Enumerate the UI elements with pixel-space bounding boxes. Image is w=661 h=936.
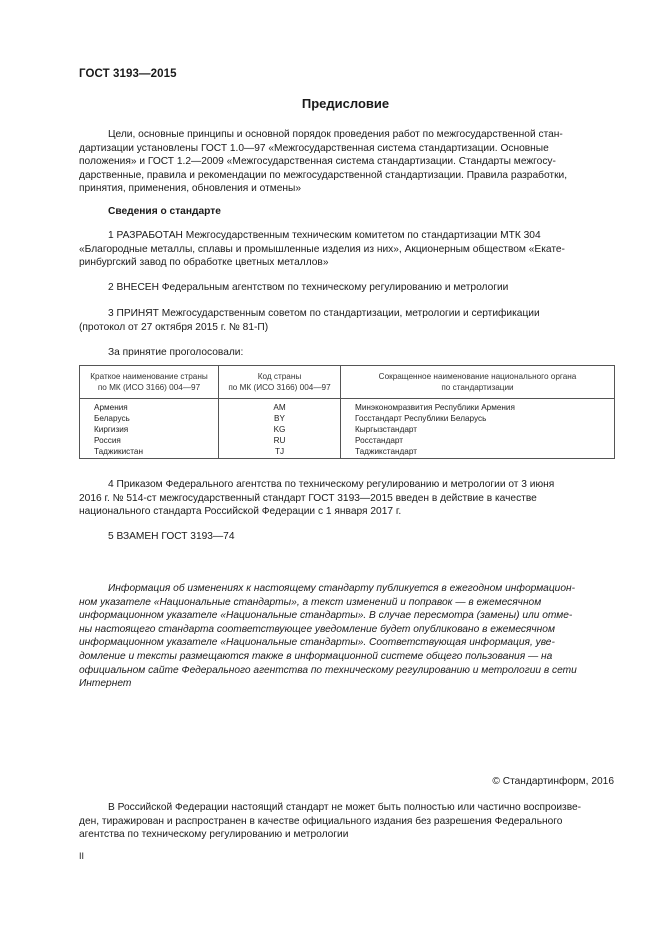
item-2-paragraph: 2 ВНЕСЕН Федеральным агентством по техническому регулированию и метрологии: [108, 282, 509, 293]
reproduction-line: ден, тиражирован и распространен в качестве официального издания без разрешения Федерального: [79, 815, 563, 827]
table-row: [80, 446, 615, 459]
header-line: Код страны: [257, 372, 302, 381]
reproduction-notice: [79, 801, 615, 842]
header-line: по МК (ИСО 3166) 004—97: [228, 383, 331, 392]
cell-body: Минэкономразвития Республики Армения: [341, 399, 615, 414]
intro-line: положения» и ГОСТ 1.2—2009 «Межгосударственная система стандартизации. Стандарты межгосу-: [79, 156, 556, 168]
cell-code: BY: [219, 413, 341, 424]
item-1-line: ринбургский завод по обработке цветных металлов»: [79, 257, 329, 269]
voting-table: [79, 365, 615, 459]
intro-paragraph: [79, 128, 615, 196]
intro-line: принятия, применения, обновления и отмены»: [79, 183, 302, 195]
table-row: [80, 435, 615, 446]
page-number: II: [79, 851, 85, 861]
notice-line: ны настоящего стандарта соответствующее уведомление будет опубликовано в ежемесячном: [79, 623, 555, 635]
table-header-row: [80, 366, 615, 399]
intro-line: дарственные, правила и рекомендации по межгосударственной стандартизации. Правила разработки,: [79, 169, 568, 181]
notice-line: Интернет: [79, 678, 132, 690]
table-row: [80, 399, 615, 414]
cell-country: Киргизия: [80, 424, 219, 435]
document-header: ГОСТ 3193—2015: [79, 68, 177, 80]
item-3-paragraph: [79, 307, 615, 334]
notice-line: информационном указателе «Национальные стандарты». Соответствующая информация, уве-: [79, 637, 555, 649]
cell-code: AM: [219, 399, 341, 414]
intro-line: Цели, основные принципы и основной порядок проведения работ по межгосударственной стан-: [108, 129, 563, 140]
header-line: Сокращенное наименование национального органа: [378, 372, 577, 381]
item-1-paragraph: [79, 229, 615, 270]
reproduction-line: агентства по техническому регулированию и метрологии: [79, 829, 349, 841]
copyright-notice: © Стандартинформ, 2016: [492, 776, 614, 787]
changes-notice: [79, 582, 615, 691]
table-row: [80, 413, 615, 424]
item-4-line: национального стандарта Российской Федерации с 1 января 2017 г.: [79, 506, 402, 518]
column-header-code: [219, 366, 341, 399]
item-1-line: «Благородные металлы, сплавы и промышленные изделия из них», Акционерным обществом «Екате-: [79, 243, 565, 255]
cell-code: RU: [219, 435, 341, 446]
item-4-paragraph: [79, 478, 615, 519]
notice-line: Информация об изменениях к настоящему стандарту публикуется в ежегодном информацион-: [108, 583, 576, 594]
header-line: по МК (ИСО 3166) 004—97: [97, 383, 201, 392]
page-title: Предисловие: [301, 96, 390, 111]
header-line: по стандартизации: [441, 383, 514, 392]
cell-code: KG: [219, 424, 341, 435]
intro-line: дартизации установлены ГОСТ 1.0—97 «Межгосударственная система стандартизации. Основные: [79, 142, 549, 154]
notice-line: домление и тексты размещаются также в информационной системе общего пользования — на: [79, 650, 553, 662]
notice-line: информационном указателе «Национальные стандарты». В случае пересмотра (замены) или отме-: [79, 610, 573, 622]
column-header-country: [80, 366, 219, 399]
column-header-body: [341, 366, 615, 399]
cell-country: Беларусь: [80, 413, 219, 424]
item-3-line: 3 ПРИНЯТ Межгосударственным советом по стандартизации, метрологии и сертификации: [108, 308, 540, 319]
cell-body: Росстандарт: [341, 435, 615, 446]
section-heading: Сведения о стандарте: [108, 206, 221, 217]
item-4-line: 2016 г. № 514-ст межгосударственный стандарт ГОСТ 3193—2015 введен в действие в качестве: [79, 492, 537, 504]
cell-country: Армения: [80, 399, 219, 414]
cell-country: Таджикистан: [80, 446, 219, 459]
voted-label: За принятие проголосовали:: [108, 347, 244, 358]
cell-body: Кыргызстандарт: [341, 424, 615, 435]
cell-code: TJ: [219, 446, 341, 459]
item-4-line: 4 Приказом Федерального агентства по техническому регулированию и метрологии от 3 июня: [108, 479, 555, 490]
item-5-paragraph: 5 ВЗАМЕН ГОСТ 3193—74: [108, 531, 235, 542]
reproduction-line: В Российской Федерации настоящий стандарт не может быть полностью или частично воспроизве-: [108, 802, 582, 813]
notice-line: ном указателе «Национальные стандарты», а текст изменений и поправок — в ежемесячном: [79, 596, 542, 608]
cell-body: Таджикстандарт: [341, 446, 615, 459]
notice-line: официальном сайте Федерального агентства по техническому регулированию и метрологии в сети: [79, 664, 577, 676]
item-1-line: 1 РАЗРАБОТАН Межгосударственным техническим комитетом по стандартизации МТК 304: [108, 230, 541, 241]
header-line: Краткое наименование страны: [90, 372, 208, 381]
table-row: [80, 424, 615, 435]
item-3-line: (протокол от 27 октября 2015 г. № 81-П): [79, 321, 269, 333]
cell-country: Россия: [80, 435, 219, 446]
cell-body: Госстандарт Республики Беларусь: [341, 413, 615, 424]
